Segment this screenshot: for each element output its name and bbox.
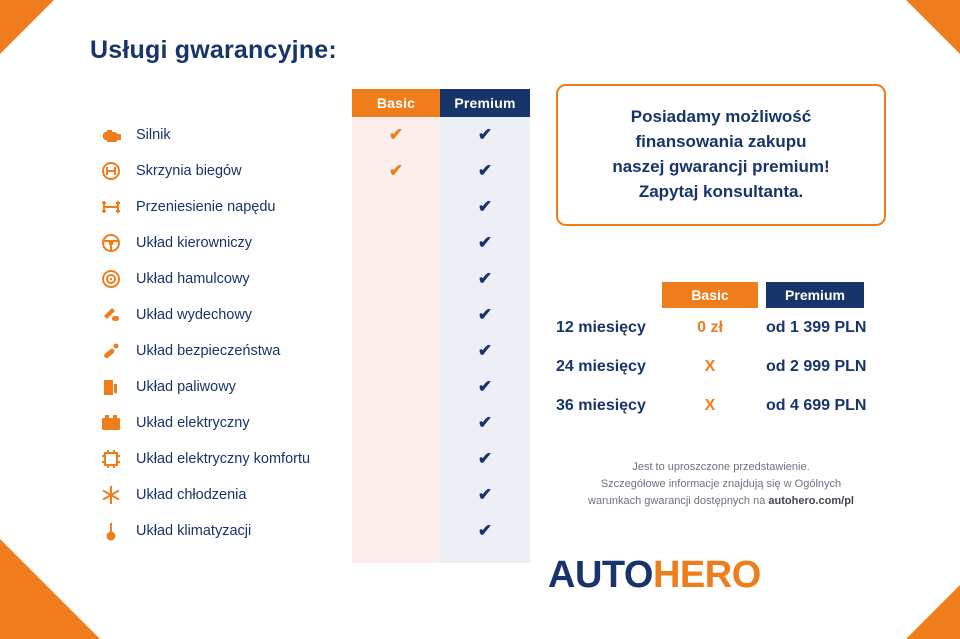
cell-premium: ✔ xyxy=(477,521,493,540)
table-row xyxy=(86,405,538,441)
table-row xyxy=(86,297,538,333)
service-label: Silnik xyxy=(136,127,171,143)
decorative-corner-top-left xyxy=(0,0,54,54)
service-label: Układ bezpieczeństwa xyxy=(136,343,281,359)
price-term: 12 miesięcy xyxy=(556,318,646,336)
service-label: Przeniesienie napędu xyxy=(136,199,276,215)
table-row xyxy=(86,225,538,261)
price-column-header-basic: Basic xyxy=(662,282,758,308)
table-row xyxy=(86,117,538,153)
disclaimer-line-2: Szczegółowe informacje znajdują się w Ogólnych xyxy=(600,478,842,490)
table-row xyxy=(556,308,886,347)
exhaust-icon xyxy=(100,304,122,326)
thermometer-icon xyxy=(100,520,122,542)
logo-text-hero: HERO xyxy=(652,554,761,596)
disclaimer-link[interactable]: autohero.com/pl xyxy=(768,495,854,507)
disclaimer-line-3 xyxy=(556,493,886,510)
row-label-cell xyxy=(86,232,352,254)
drivetrain-icon xyxy=(100,196,122,218)
price-basic: 0 zł xyxy=(697,318,723,336)
logo-text-auto: AUTO xyxy=(548,554,653,596)
table-row xyxy=(86,513,538,549)
table-row xyxy=(86,369,538,405)
row-label-cell xyxy=(86,304,352,326)
fuel-pump-icon xyxy=(100,376,122,398)
price-premium: od 1 399 PLN xyxy=(766,318,867,336)
service-label: Układ hamulcowy xyxy=(136,271,250,287)
service-label: Układ elektryczny komfortu xyxy=(136,451,311,467)
cell-premium: ✔ xyxy=(477,161,493,180)
promo-line-1: Posiadamy możliwość xyxy=(630,107,812,126)
row-label-cell xyxy=(86,484,352,506)
price-basic: X xyxy=(704,357,716,375)
steering-wheel-icon xyxy=(100,232,122,254)
service-label: Układ chłodzenia xyxy=(136,487,247,503)
pricing-table-header xyxy=(662,282,886,308)
pricing-table xyxy=(556,282,886,425)
cell-premium: ✔ xyxy=(477,305,493,324)
service-label: Układ paliwowy xyxy=(136,379,236,395)
cell-premium: ✔ xyxy=(477,233,493,252)
services-table xyxy=(86,89,538,549)
column-header-basic: Basic xyxy=(352,89,440,117)
battery-icon xyxy=(100,412,122,434)
service-label: Skrzynia biegów xyxy=(136,163,242,179)
row-label-cell xyxy=(86,160,352,182)
decorative-corner-bottom-left xyxy=(0,539,100,639)
service-label: Układ wydechowy xyxy=(136,307,253,323)
cell-premium: ✔ xyxy=(477,485,493,504)
promo-line-4: Zapytaj konsultanta. xyxy=(638,182,804,201)
row-label-cell xyxy=(86,196,352,218)
services-table-body xyxy=(86,117,538,549)
column-header-premium: Premium xyxy=(440,89,530,117)
decorative-corner-bottom-right xyxy=(906,585,960,639)
table-row xyxy=(86,441,538,477)
disclaimer xyxy=(556,459,886,510)
cell-premium: ✔ xyxy=(477,377,493,396)
row-label-cell xyxy=(86,340,352,362)
price-column-header-premium: Premium xyxy=(766,282,864,308)
table-row xyxy=(86,153,538,189)
row-label-cell xyxy=(86,448,352,470)
promo-line-2: finansowania zakupu xyxy=(635,132,807,151)
chip-icon xyxy=(100,448,122,470)
decorative-corner-top-right xyxy=(906,0,960,54)
services-table-header xyxy=(352,89,530,117)
table-row xyxy=(86,261,538,297)
promo-line-3: naszej gwarancji premium! xyxy=(612,157,830,176)
row-label-cell xyxy=(86,376,352,398)
brake-disc-icon xyxy=(100,268,122,290)
cell-premium: ✔ xyxy=(477,413,493,432)
cell-basic: ✔ xyxy=(388,161,404,180)
offer-panel xyxy=(556,84,886,510)
service-label: Układ klimatyzacji xyxy=(136,523,252,539)
financing-promo-box xyxy=(556,84,886,226)
service-label: Układ kierowniczy xyxy=(136,235,253,251)
page-title: Usługi gwarancyjne: xyxy=(90,36,337,64)
disclaimer-line-1: Jest to uproszczone przedstawienie. xyxy=(632,461,810,473)
row-label-cell xyxy=(86,412,352,434)
autohero-logo xyxy=(548,554,761,597)
row-label-cell xyxy=(86,520,352,542)
price-basic: X xyxy=(704,396,716,414)
table-row xyxy=(86,477,538,513)
cell-premium: ✔ xyxy=(477,197,493,216)
engine-icon xyxy=(100,124,122,146)
price-premium: od 2 999 PLN xyxy=(766,357,867,375)
disclaimer-line-3-text: warunkach gwarancji dostępnych na xyxy=(588,495,769,507)
row-label-cell xyxy=(86,124,352,146)
price-term: 24 miesięcy xyxy=(556,357,646,375)
row-label-cell xyxy=(86,268,352,290)
cell-premium: ✔ xyxy=(477,269,493,288)
seatbelt-icon xyxy=(100,340,122,362)
table-row xyxy=(86,189,538,225)
table-row xyxy=(86,333,538,369)
cell-basic: ✔ xyxy=(388,125,404,144)
snowflake-icon xyxy=(100,484,122,506)
warranty-services-panel xyxy=(86,36,538,549)
cell-premium: ✔ xyxy=(477,341,493,360)
table-row xyxy=(556,386,886,425)
service-label: Układ elektryczny xyxy=(136,415,250,431)
gearbox-icon xyxy=(100,160,122,182)
price-premium: od 4 699 PLN xyxy=(766,396,867,414)
table-row xyxy=(556,347,886,386)
price-term: 36 miesięcy xyxy=(556,396,646,414)
cell-premium: ✔ xyxy=(477,125,493,144)
cell-premium: ✔ xyxy=(477,449,493,468)
